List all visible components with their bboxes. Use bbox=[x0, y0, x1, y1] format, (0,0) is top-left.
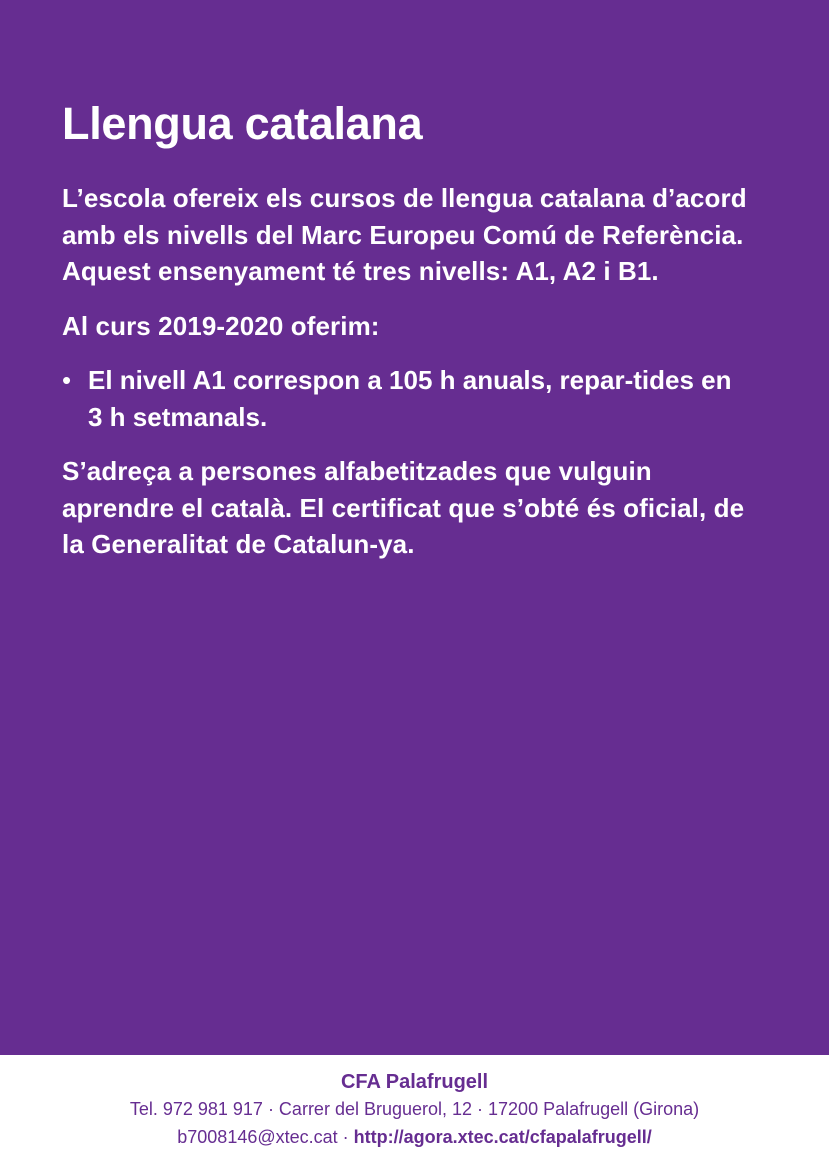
audience-paragraph: S’adreça a persones alfabetitzades que vulguin aprendre el català. El certificat que s’obté és oficial, de la Generalitat de Catalun-ya. bbox=[62, 456, 745, 559]
page-title: Llengua catalana bbox=[62, 98, 423, 149]
bullet-item bbox=[62, 362, 762, 435]
main-content bbox=[62, 96, 762, 581]
footer bbox=[0, 1055, 829, 1169]
footer-school-name: CFA Palafrugell bbox=[340, 1071, 489, 1093]
bullet-text: El nivell A1 correspon a 105 h anuals, repar-tides en 3 h setmanals. bbox=[88, 365, 732, 432]
footer-url-link[interactable]: http://agora.xtec.cat/cfapalafrugell/ bbox=[353, 1127, 652, 1147]
footer-contact-line: Tel. 972 981 917 · Carrer del Bruguerol, 12 · 17200 Palafrugell (Girona) bbox=[129, 1099, 700, 1119]
footer-separator: · bbox=[337, 1127, 354, 1147]
footer-email-link[interactable]: b7008146@xtec.cat bbox=[177, 1127, 338, 1147]
course-year-paragraph: Al curs 2019-2020 oferim: bbox=[62, 310, 380, 341]
intro-paragraph: L’escola ofereix els cursos de llengua catalana d’acord amb els nivells del Marc Europeu Comú de Referència. Aquest ensenyament té tres nivells: A1, A2 i B1. bbox=[62, 183, 747, 286]
footer-web-line bbox=[0, 1123, 829, 1151]
bullet-icon: • bbox=[62, 365, 72, 395]
